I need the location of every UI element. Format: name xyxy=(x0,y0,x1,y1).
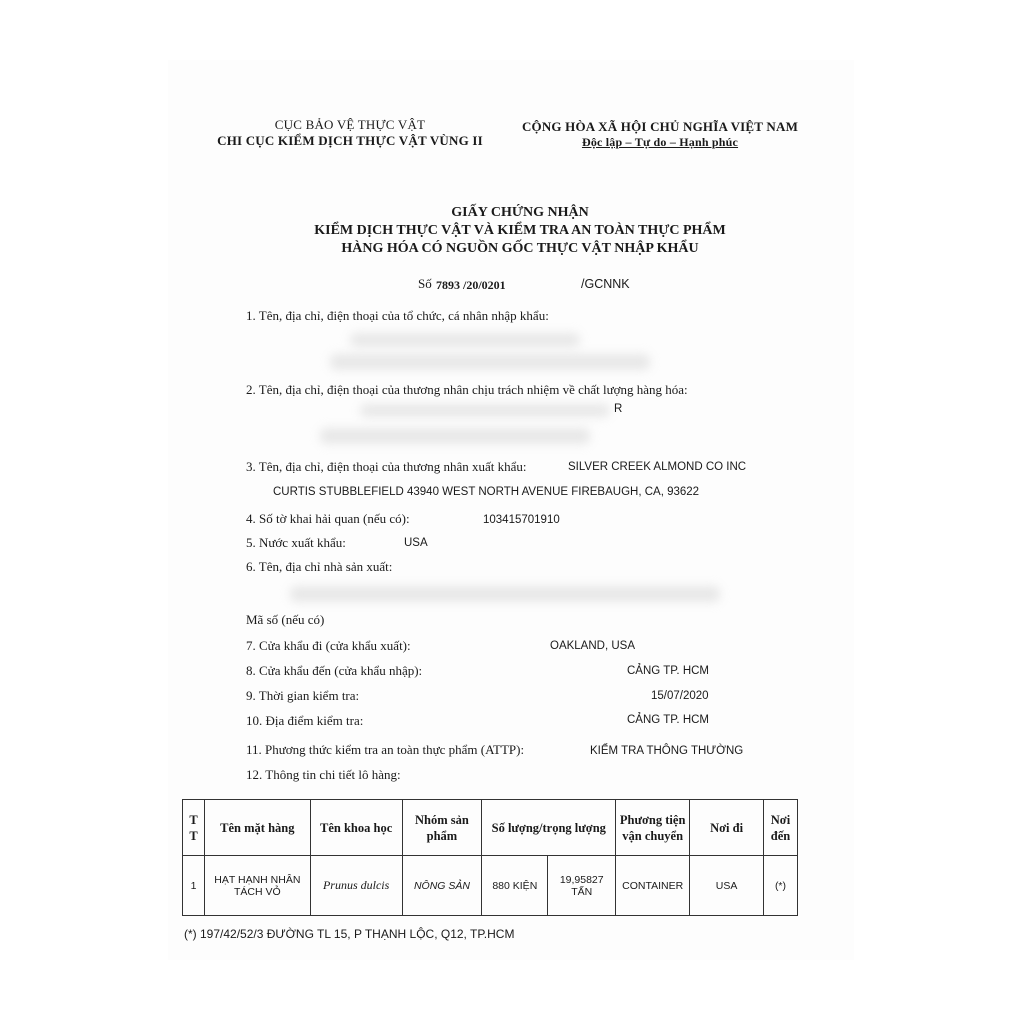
exporter-address: CURTIS STUBBLEFIELD 43940 WEST NORTH AVENUE FIREBAUGH, CA, 93622 xyxy=(273,486,700,498)
field-1-label: 1. Tên, địa chỉ, điện thoại của tổ chức, cá nhân nhập khẩu: xyxy=(246,308,549,323)
number-label: Số xyxy=(418,276,432,291)
field-7-label: 7. Cửa khẩu đi (cửa khẩu xuất): xyxy=(246,638,411,653)
cell-tt: 1 xyxy=(183,856,205,916)
col-header-tt: T T xyxy=(183,800,205,856)
destination-footnote: (*) 197/42/52/3 ĐƯỜNG TL 15, P THẠNH LỘC, Q12, TP.HCM xyxy=(184,927,515,941)
cell-quantity: 880 KIỆN xyxy=(482,856,548,916)
cell-product-group: NÔNG SẢN xyxy=(402,856,482,916)
redacted-trader-address xyxy=(320,428,590,444)
inspection-location: CẢNG TP. HCM xyxy=(627,714,710,726)
col-header-quantity: Số lượng/trọng lượng xyxy=(482,800,616,856)
field-2-label: 2. Tên, địa chỉ, điện thoại của thương nhân chịu trách nhiệm về chất lượng hàng hóa: xyxy=(246,382,688,397)
inspection-date: 15/07/2020 xyxy=(651,690,709,702)
col-header-product-group: Nhóm sản phẩm xyxy=(402,800,482,856)
cell-name: HẠT HẠNH NHÂN TÁCH VỎ xyxy=(204,856,310,916)
field-4-label: 4. Số tờ khai hải quan (nếu có): xyxy=(246,511,410,526)
field-2-fragment: R xyxy=(614,403,623,415)
col-header-origin: Nơi đi xyxy=(690,800,764,856)
field-8-label: 8. Cửa khẩu đến (cửa khẩu nhập): xyxy=(246,663,423,678)
redacted-importer-address xyxy=(330,354,650,370)
field-11-label: 11. Phương thức kiểm tra an toàn thực phẩm (ATTP): xyxy=(246,742,525,757)
code-label: Mã số (nếu có) xyxy=(246,612,325,627)
cell-destination: (*) xyxy=(763,856,797,916)
national-header xyxy=(505,119,815,150)
exporter-name: SILVER CREEK ALMOND CO INC xyxy=(568,461,747,473)
table-row xyxy=(183,856,798,916)
export-country: USA xyxy=(404,537,428,549)
lot-details-table xyxy=(182,799,798,916)
national-motto: Độc lập – Tự do – Hạnh phúc xyxy=(581,135,739,149)
certificate-suffix: /GCNNK xyxy=(581,277,630,291)
cell-transport: CONTAINER xyxy=(616,856,690,916)
agency-name: CHI CỤC KIỂM DỊCH THỰC VẬT VÙNG II xyxy=(217,133,483,148)
field-10-label: 10. Địa điểm kiểm tra: xyxy=(246,713,364,728)
field-5-label: 5. Nước xuất khẩu: xyxy=(246,535,346,550)
departure-port: OAKLAND, USA xyxy=(550,640,635,652)
col-header-transport: Phương tiện vận chuyển xyxy=(616,800,690,856)
field-6-label: 6. Tên, địa chỉ nhà sản xuất: xyxy=(246,559,393,574)
redacted-importer-name xyxy=(350,333,580,347)
field-9-label: 9. Thời gian kiểm tra: xyxy=(246,688,360,703)
country-name: CỘNG HÒA XÃ HỘI CHỦ NGHĨA VIỆT NAM xyxy=(521,119,799,134)
arrival-port: CẢNG TP. HCM xyxy=(627,665,710,677)
cell-scientific-name: Prunus dulcis xyxy=(310,856,402,916)
redacted-manufacturer xyxy=(290,586,720,602)
document-title xyxy=(200,204,840,258)
redacted-trader-name xyxy=(360,404,610,417)
cell-origin: USA xyxy=(690,856,764,916)
title-line-2: KIỂM DỊCH THỰC VẬT VÀ KIỂM TRA AN TOÀN THỰC PHẨM xyxy=(314,223,726,238)
title-line-3: HÀNG HÓA CÓ NGUỒN GỐC THỰC VẬT NHẬP KHẨU xyxy=(341,241,699,256)
col-header-name: Tên mặt hàng xyxy=(204,800,310,856)
agency-header xyxy=(200,117,500,149)
table-header-row xyxy=(183,800,798,856)
field-3-label: 3. Tên, địa chỉ, điện thoại của thương nhân xuất khẩu: xyxy=(246,459,527,474)
field-12-label: 12. Thông tin chi tiết lô hàng: xyxy=(246,767,401,782)
cell-weight: 19,95827 TẤN xyxy=(548,856,616,916)
customs-declaration-number: 103415701910 xyxy=(483,514,560,526)
certificate-number: 7893 /20/0201 xyxy=(436,278,506,292)
agency-parent: CỤC BẢO VỆ THỰC VẬT xyxy=(274,117,426,132)
col-header-scientific-name: Tên khoa học xyxy=(310,800,402,856)
title-line-1: GIẤY CHỨNG NHẬN xyxy=(451,205,589,220)
inspection-method: KIỂM TRA THÔNG THƯỜNG xyxy=(590,745,744,757)
col-header-destination: Nơi đến xyxy=(763,800,797,856)
